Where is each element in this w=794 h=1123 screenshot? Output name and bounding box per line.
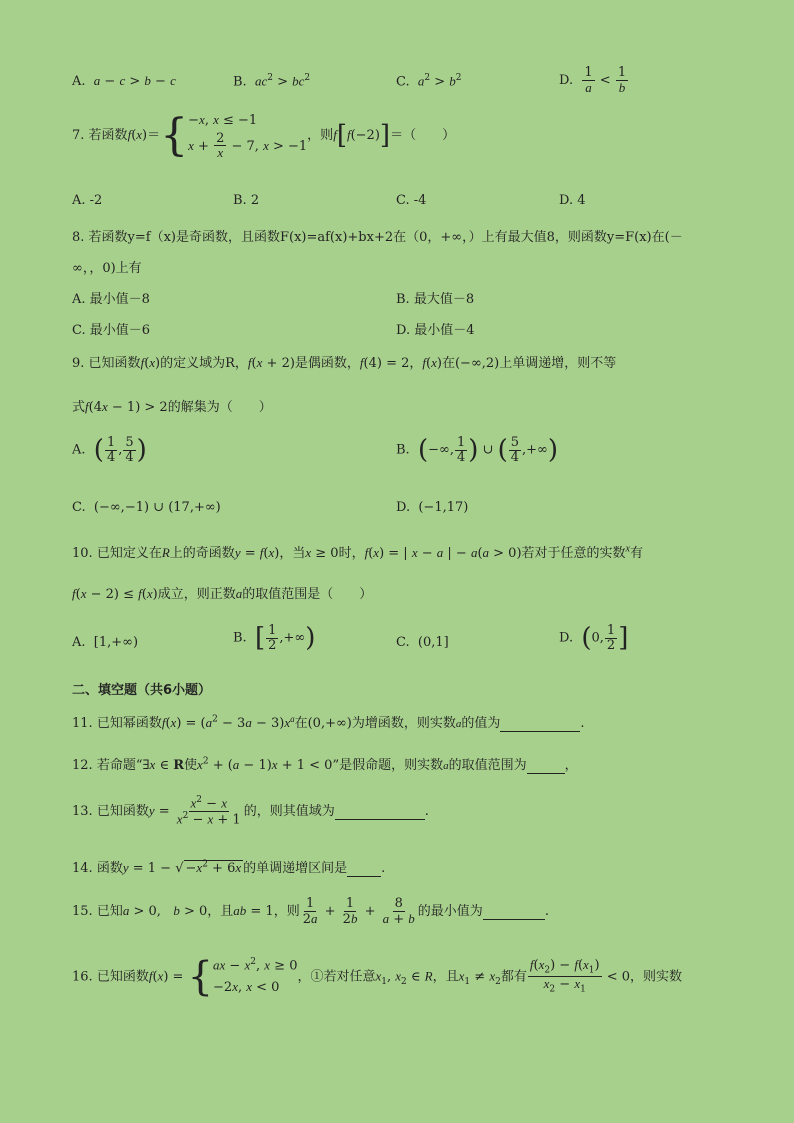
q8-option-a: A. 最小值－8 xyxy=(72,292,150,307)
question-8-line-2: ∞，，0)上有 xyxy=(72,261,142,276)
question-16: 16. 已知函数f(x) = { ax − $x^2$, x ≥ 0 −2x, x < 0 ，①若对任意$x_1$, $x_2$ ∈ R，且$x_1 \ne x_2$都有 $\frac{f(x_2) - f(x_1)}{x_2 - x_1}$ < 0，则实数 xyxy=(72,953,683,1000)
q6-option-a: A. a − c > b − c xyxy=(72,73,176,89)
q11-answer-blank[interactable] xyxy=(500,716,580,732)
q10-option-b: B. [ $\frac{1}{2}$ ,+∞) xyxy=(233,623,316,654)
q7-option-c: C. -4 xyxy=(396,193,427,208)
question-9-line-1: 9. 已知函数f(x)的定义域为R，f(x + 2)是偶函数，f(4) = 2，f(x)在(−∞,2)上单调递增，则不等 xyxy=(72,355,617,371)
q9-option-c: C. (−∞,−1) ∪ (17,+∞) xyxy=(72,500,221,515)
q15-answer-blank[interactable] xyxy=(483,904,545,920)
q6-option-d: D. $\frac{1}{a}$ < $\frac{1}{b}$ xyxy=(559,65,627,95)
q10-option-a: A. [1,+∞) xyxy=(72,635,139,650)
question-10-line-1: 10. 已知定义在R上的奇函数y = f(x)，当x ≥ 0时，f(x) = | x − a | − a(a > 0)若对于任意的实数$^x$有 xyxy=(72,543,643,561)
q6-option-c: C. $a^2 > b^2$ xyxy=(396,73,462,90)
question-15: 15. 已知a > 0, b > 0，且ab = 1，则 $\frac{1}{2a}$ + $\frac{1}{2b}$ + $\frac{8}{a + b}$ 的最小值为 . xyxy=(72,896,549,927)
question-11: 11. 已知幂函数$f(x) = (a^2 - 3a - 3)x^a$在(0,+∞)为增函数，则实数a的值为 . xyxy=(72,713,585,731)
question-10-line-2: f(x − 2) ≤ f(x)成立，则正数a的取值范围是（ ） xyxy=(72,586,373,602)
q9-option-b: B. (−∞, $\frac{1}{4}$ ) ∪ ( $\frac{5}{4}$ ,+∞) xyxy=(396,435,559,466)
q10-option-c: C. (0,1] xyxy=(396,635,449,650)
q8-option-b: B. 最大值－8 xyxy=(396,292,475,307)
question-8-line-1: 8. 若函数y=f（x)是奇函数，且函数F(x)=af(x)+bx+2在（0，+∞，）上有最大值8，则函数y=F(x)在(－ xyxy=(72,230,683,245)
question-13: 13. 已知函数y = $\frac{x^2 - x}{x^2 - x + 1}$ 的，则其值域为 . xyxy=(72,795,429,828)
section-2-title: 二、填空题（共6小题） xyxy=(72,683,212,698)
q7-option-b: B. 2 xyxy=(233,193,260,208)
q9-option-a: A. ( $\frac{1}{4}$ , $\frac{5}{4}$ ) xyxy=(72,435,147,466)
question-12: 12. 若命题“∃x ∈ R使$x^2 + (a - 1)x + 1 < 0$”是假命题，则实数a的取值范围为 ， xyxy=(72,756,578,773)
q9-option-d: D. (−1,17) xyxy=(396,500,469,515)
q7-option-d: D. 4 xyxy=(559,193,586,208)
q8-option-d: D. 最小值－4 xyxy=(396,323,475,338)
q14-answer-blank[interactable] xyxy=(347,861,381,877)
q8-option-c: C. 最小值－6 xyxy=(72,323,151,338)
q10-option-d: D. (0, $\frac{1}{2}$ ] xyxy=(559,623,629,654)
q12-answer-blank[interactable] xyxy=(527,758,565,774)
q13-answer-blank[interactable] xyxy=(335,804,425,820)
q7-option-a: A. -2 xyxy=(72,193,103,208)
question-7: 7. 若函数f(x)＝{ −x, x ≤ −1 x + $\frac{2}{x}$ − 7, x > −1 ，则f[f(−2)]＝（ ） xyxy=(72,109,456,161)
q6-option-b: B. $ac^2 > bc^2$ xyxy=(233,73,311,90)
question-14: 14. 函数y = 1 − √ $-x^2 + 6x$ 的单调递增区间是 . xyxy=(72,859,386,876)
question-9-line-2: 式f(4x − 1) > 2的解集为（ ） xyxy=(72,399,272,415)
